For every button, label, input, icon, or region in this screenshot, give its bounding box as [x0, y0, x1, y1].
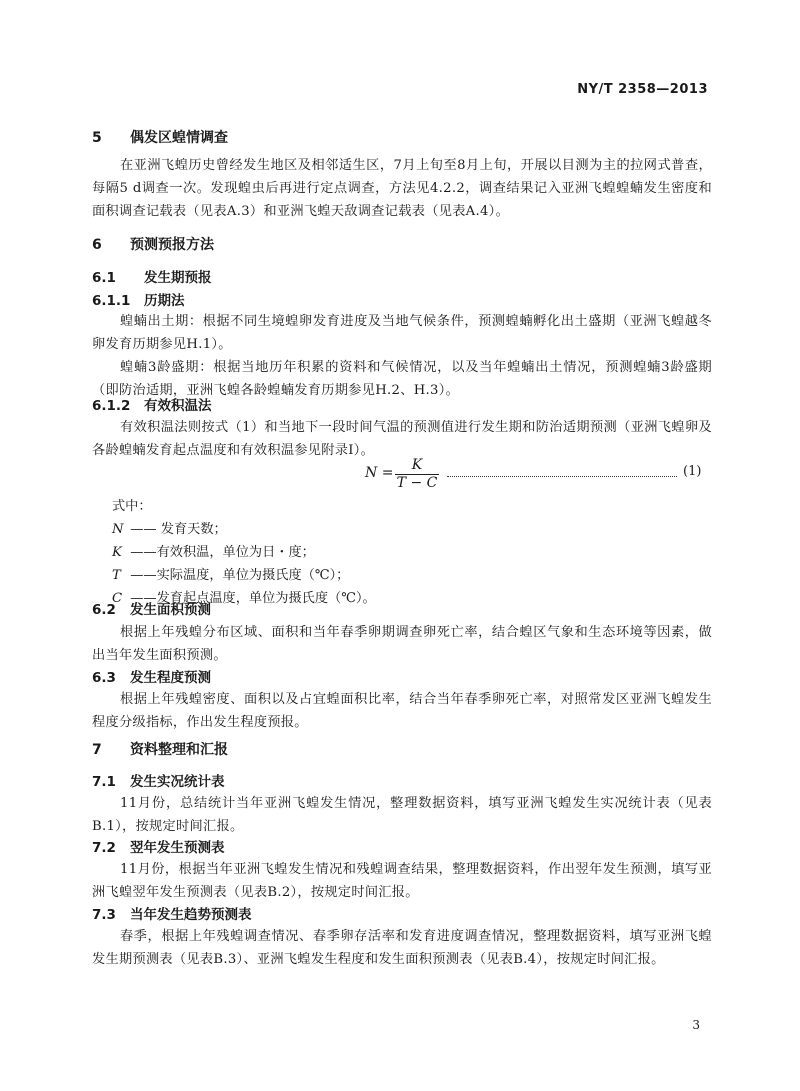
section-6-3 [92, 668, 712, 688]
formula-numerator: K [411, 457, 423, 473]
section-title: 资料整理和汇报 [130, 742, 228, 758]
section-7-3-body [92, 925, 712, 971]
subsection-heading [92, 838, 712, 858]
section-title: 偶发区蝗情调查 [130, 130, 228, 146]
subsection-number: 6.1.1 [92, 293, 131, 309]
section-6-1-2-body [92, 416, 712, 462]
leader-dots [447, 466, 677, 477]
definition-row [112, 518, 376, 541]
subsection-number: 7.3 [92, 907, 116, 923]
section-heading [92, 740, 712, 760]
section-7-1 [92, 772, 712, 792]
section-number: 5 [92, 130, 102, 146]
subsection-title: 有效积温法 [144, 398, 212, 414]
formula-1 [365, 458, 715, 492]
definition-row [112, 541, 376, 564]
section-7-2-body [92, 858, 712, 904]
paragraph: 蝗蝻出土期：根据不同生境蝗卵发育进度及当地气候条件，预测蝗蝻孵化出土盛期（亚洲飞蝗越冬卵发育历期参见H.1）。 [92, 314, 712, 352]
section-6-2-body [92, 621, 712, 667]
subsection-heading [92, 772, 712, 792]
paragraph: 有效积温法则按式（1）和当地下一段时间气温的预测值进行发生期和防治适期预测（亚洲飞蝗卵及各龄蝗蝻发育起点温度和有效积温参见附录I）。 [92, 420, 712, 458]
section-5-body [92, 154, 712, 223]
subsection-title: 发生程度预测 [130, 670, 211, 686]
section-6-1-2 [92, 396, 712, 416]
equation-number: (1) [683, 464, 702, 479]
subsection-title: 翌年发生预测表 [130, 840, 225, 856]
paragraph: 蝗蝻3龄盛期：根据当地历年积累的资料和气候情况，以及当年蝗蝻出土情况，预测蝗蝻3龄盛期（即防治适期，亚洲飞蝗各龄蝗蝻发育历期参见H.2、H.3）。 [92, 360, 712, 398]
definition-symbol: C [112, 591, 123, 606]
section-heading [92, 128, 712, 148]
subsection-number: 6.3 [92, 670, 116, 686]
definition-symbol: N [112, 522, 124, 537]
section-6-1-1 [92, 291, 712, 311]
section-number: 6 [92, 237, 102, 253]
subsection-heading [92, 668, 712, 688]
subsection-heading [92, 600, 712, 620]
subsection-heading [92, 268, 712, 288]
formula-fraction [395, 458, 439, 491]
formula-definitions [112, 495, 376, 610]
subsection-title: 发生面积预测 [130, 602, 211, 618]
subsection-title: 发生期预报 [144, 270, 212, 286]
section-6-3-body [92, 688, 712, 734]
subsection-number: 7.2 [92, 840, 116, 856]
paragraph: 11月份，根据当年亚洲飞蝗发生情况和残蝗调查结果，整理数据资料，作出翌年发生预测，填写亚洲飞蝗翌年发生预测表（见表B.2），按规定时间汇报。 [92, 862, 712, 900]
page-number: 3 [692, 1018, 700, 1032]
subsection-number: 6.1 [92, 270, 116, 286]
section-6-1-1-body [92, 310, 712, 402]
subsection-heading [92, 396, 712, 416]
subsection-heading [92, 905, 712, 925]
section-7-3 [92, 905, 712, 925]
paragraph: 根据上年残蝗密度、面积以及占宜蝗面积比率，结合当年春季卵死亡率，对照常发区亚洲飞蝗发生程度分级指标，作出发生程度预报。 [92, 692, 712, 730]
section-6-1 [92, 268, 712, 288]
definition-text: —— 发育天数； [130, 522, 227, 537]
section-title: 预测预报方法 [130, 237, 214, 253]
section-7-2 [92, 838, 712, 858]
subsection-title: 当年发生趋势预测表 [130, 907, 252, 923]
definition-symbol: T [112, 568, 121, 583]
definitions-intro: 式中： [112, 499, 152, 514]
section-heading [92, 235, 712, 255]
section-5 [92, 128, 712, 148]
standard-number: NY/T 2358—2013 [577, 82, 708, 97]
definition-row [112, 564, 376, 587]
formula-denominator: T − C [396, 475, 438, 491]
section-6 [92, 235, 712, 255]
formula-lhs: N = [365, 465, 394, 481]
definition-text: ——发育起点温度，单位为摄氏度（℃）。 [130, 591, 376, 606]
paragraph: 在亚洲飞蝗历史曾经发生地区及相邻适生区，7月上旬至8月上旬，开展以目测为主的拉网式普查，每隔5 d调查一次。发现蝗虫后再进行定点调查，方法见4.2.2，调查结果记入亚洲飞蝗蝗蝻发生密度和面积调查记载表（见表A.3）和亚洲飞蝗天敌调查记载表（见表A.4）。 [92, 158, 712, 219]
paragraph: 根据上年残蝗分布区域、面积和当年春季卵期调查卵死亡率，结合蝗区气象和生态环境等因素，做出当年发生面积预测。 [92, 625, 712, 663]
subsection-title: 发生实况统计表 [130, 774, 225, 790]
section-7-1-body [92, 792, 712, 838]
section-6-2 [92, 600, 712, 620]
subsection-heading [92, 291, 712, 311]
section-7 [92, 740, 712, 760]
paragraph: 春季，根据上年残蝗调查情况、春季卵存活率和发育进度调查情况，整理数据资料，填写亚洲飞蝗发生期预测表（见表B.3）、亚洲飞蝗发生程度和发生面积预测表（见表B.4），按规定时间汇报。 [92, 929, 712, 967]
definition-symbol: K [112, 545, 122, 560]
section-number: 7 [92, 742, 102, 758]
subsection-number: 6.2 [92, 602, 116, 618]
paragraph: 11月份，总结统计当年亚洲飞蝗发生情况，整理数据资料，填写亚洲飞蝗发生实况统计表（见表B.1），按规定时间汇报。 [92, 796, 712, 834]
subsection-number: 7.1 [92, 774, 116, 790]
subsection-number: 6.1.2 [92, 398, 131, 414]
definition-text: ——实际温度，单位为摄氏度（℃）； [130, 568, 350, 583]
subsection-title: 历期法 [144, 293, 185, 309]
definition-text: ——有效积温，单位为日・度； [130, 545, 315, 560]
